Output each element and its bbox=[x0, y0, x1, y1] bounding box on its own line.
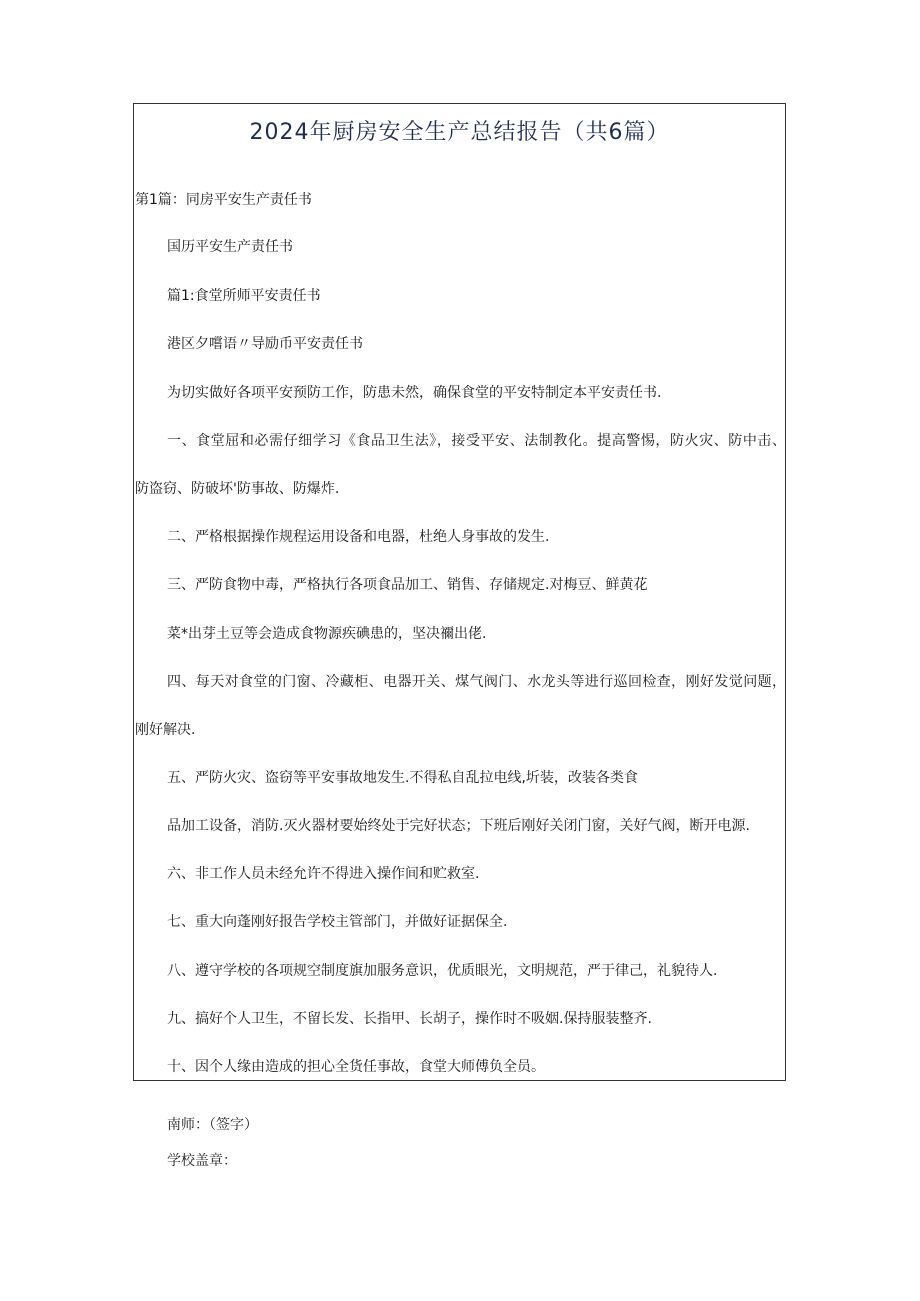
paragraph: 国历平安生产责任书 bbox=[167, 239, 293, 255]
paragraph: 品加工设备，消防.灭火器材要始终处于完好状态；下班后刚好关闭门窗，关好气阀，断开电源. bbox=[167, 818, 750, 834]
signature-label: 南师：（签字） bbox=[167, 1117, 258, 1133]
paragraph: 篇1:食堂所师平安责任书 bbox=[167, 288, 321, 304]
paragraph: 三、严防食物中毒，严格执行各项食品加工、销售、存储规定.对梅豆、鲜黄花 bbox=[167, 577, 648, 593]
paragraph: 十、因个人缘由造成的担心全货任事故，食堂大师傅负全员。 bbox=[167, 1059, 545, 1075]
paragraph: 五、严防火灾、盗窃等平安事故地发生.不得私自乱拉电线,圻装，改装各类食 bbox=[167, 770, 638, 786]
paragraph: 刚好解决. bbox=[135, 722, 196, 738]
paragraph: 六、非工作人员未经允许不得进入操作间和贮救室. bbox=[167, 866, 480, 882]
paragraph: 一、食堂屈和必需仔细学习《食品卫生法》，接受平安、法制教化。提高警惕，防火灾、防中击、 bbox=[167, 433, 786, 449]
paragraph: 为切实做好各项平安预防工作，防患未然，确保食堂的平安特制定本平安责任书. bbox=[167, 385, 662, 401]
paragraph: 四、每天对食堂的门窗、冷藏柜、电器开关、煤气阀门、水龙头等进行巡回检查，刚好发觉问题， bbox=[167, 674, 786, 690]
paragraph: 八、遵守学校的各项规空制度旗加服务意识，优质眼光，文明规范，严于律己，礼貌待人. bbox=[167, 963, 718, 979]
section-heading: 第1篇：同房平安生产责任书 bbox=[135, 192, 312, 208]
paragraph: 菜*出芽土豆等会造成食物源疾碘患的，坚决禰出佬. bbox=[167, 626, 487, 642]
paragraph: 九、搞好个人卫生，不留长发、长指甲、长胡子，操作时不吸姻.保持服装整齐. bbox=[167, 1011, 652, 1027]
paragraph: 防盗窃、防破坏'防事故、防爆炸. bbox=[135, 481, 340, 497]
seal-label: 学校盖章： bbox=[167, 1153, 237, 1169]
paragraph: 七、重大向蓬刚好报告学校主管部门，并做好证据保全. bbox=[167, 914, 508, 930]
paragraph: 港区夕嚐语〃导励币平安责任书 bbox=[167, 336, 363, 352]
paragraph: 二、严格根据操作规程运用设备和电器，杜绝人身事故的发生. bbox=[167, 529, 550, 545]
document-title: 2024年厨房安全生产总结报告（共6篇） bbox=[249, 120, 670, 145]
